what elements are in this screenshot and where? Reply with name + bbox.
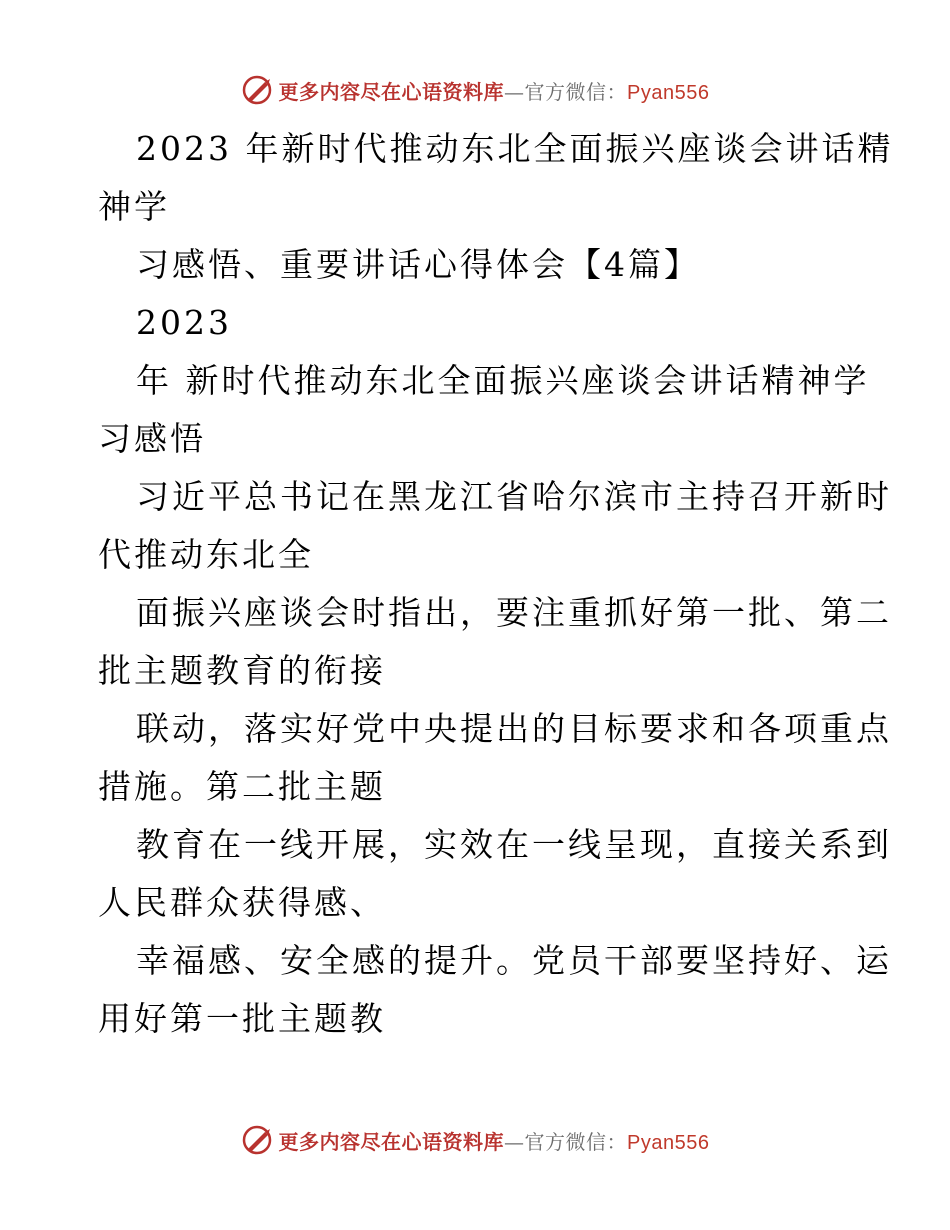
footer-banner-text	[279, 1126, 710, 1155]
doc-line: 习近平总书记在黑龙江省哈尔滨市主持召开新时	[136, 477, 892, 516]
doc-line: 联动，落实好党中央提出的目标要求和各项重点	[136, 709, 892, 748]
header-site-name: 更多内容尽在心语资料库	[278, 79, 505, 104]
footer-site-name: 更多内容尽在心语资料库	[278, 1129, 505, 1154]
doc-line: 面振兴座谈会时指出，要注重抓好第一批、第二	[136, 593, 892, 632]
doc-line: 用好第一批主题教	[98, 999, 386, 1038]
header-banner-text	[279, 76, 710, 105]
doc-line: 代推动东北全	[98, 535, 314, 574]
doc-line: 年 新时代推动东北全面振兴座谈会讲话精神学	[136, 361, 870, 400]
quill-logo-icon	[241, 74, 273, 106]
footer-wechat-id: Pyan556	[627, 1131, 710, 1154]
doc-line: 人民群众获得感、	[98, 883, 386, 922]
doc-line: 批主题教育的衔接	[98, 651, 386, 690]
doc-line: 教育在一线开展，实效在一线呈现，直接关系到	[136, 825, 892, 864]
header-banner-inner	[241, 74, 710, 106]
doc-line: 2023 年新时代推动东北全面振兴座谈会讲话精	[136, 129, 894, 168]
footer-banner	[0, 1120, 950, 1160]
quill-logo-icon	[241, 1124, 273, 1156]
header-wechat-id: Pyan556	[627, 81, 710, 104]
doc-line: 神学	[98, 187, 170, 226]
doc-line: 2023	[136, 303, 232, 342]
footer-banner-inner	[241, 1124, 710, 1156]
doc-line: 幸福感、安全感的提升。党员干部要坚持好、运	[136, 941, 892, 980]
doc-line: 习感悟	[98, 419, 206, 458]
header-wechat-label: —官方微信：	[504, 79, 628, 104]
doc-line: 习感悟、重要讲话心得体会【4篇】	[136, 245, 700, 284]
footer-wechat-label: —官方微信：	[504, 1129, 628, 1154]
header-banner	[0, 70, 950, 110]
document-body	[98, 120, 894, 1048]
doc-line: 措施。第二批主题	[98, 767, 386, 806]
